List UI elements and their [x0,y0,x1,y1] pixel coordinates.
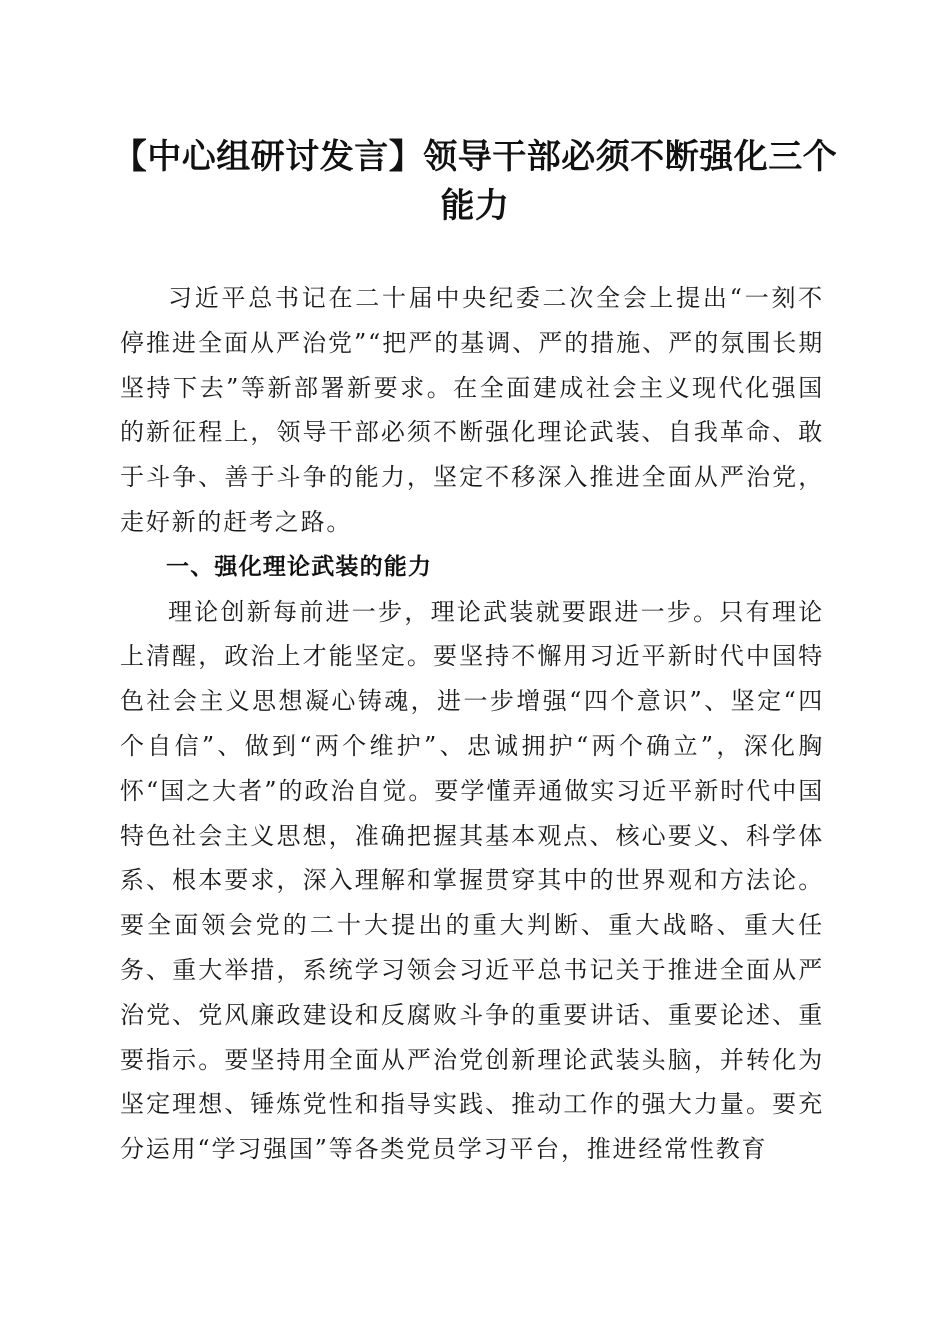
section-paragraph: 理论创新每前进一步，理论武装就要跟进一步。只有理论上清醒，政治上才能坚定。要坚持不懈用习近平新时代中国特色社会主义思想凝心铸魂，进一步增强“四个意识”、坚定“四个自信”、做到“两个维护”、忠诚拥护“两个确立”，深化胸怀“国之大者”的政治自觉。要学懂弄通做实习近平新时代中国特色社会主义思想，准确把握其基本观点、核心要义、科学体系、根本要求，深入理解和掌握贯穿其中的世界观和方法论。要全面领会党的二十大提出的重大判断、重大战略、重大任务、重大举措，系统学习领会习近平总书记关于推进全面从严治党、党风廉政建设和反腐败斗争的重要讲话、重要论述、重要指示。要坚持用全面从严治党创新理论武装头脑，并转化为坚定理想、锤炼党性和指导实践、推动工作的强大力量。要充分运用“学习强国”等各类党员学习平台，推进经常性教育 [120,597,824,1164]
document-body [120,276,824,1172]
intro-paragraph: 习近平总书记在二十届中央纪委二次全会上提出“一刻不停推进全面从严治党”“把严的基调、严的措施、严的氛围长期坚持下去”等新部署新要求。在全面建成社会主义现代化强国的新征程上，领导干部必须不断强化理论武装、自我革命、敢于斗争、善于斗争的能力，坚定不移深入推进全面从严治党，走好新的赶考之路。 [120,284,824,536]
section-heading: 一、强化理论武装的能力 [166,553,433,580]
document-title: 【中心组研讨发言】领导干部必须不断强化三个能力 [112,137,838,226]
